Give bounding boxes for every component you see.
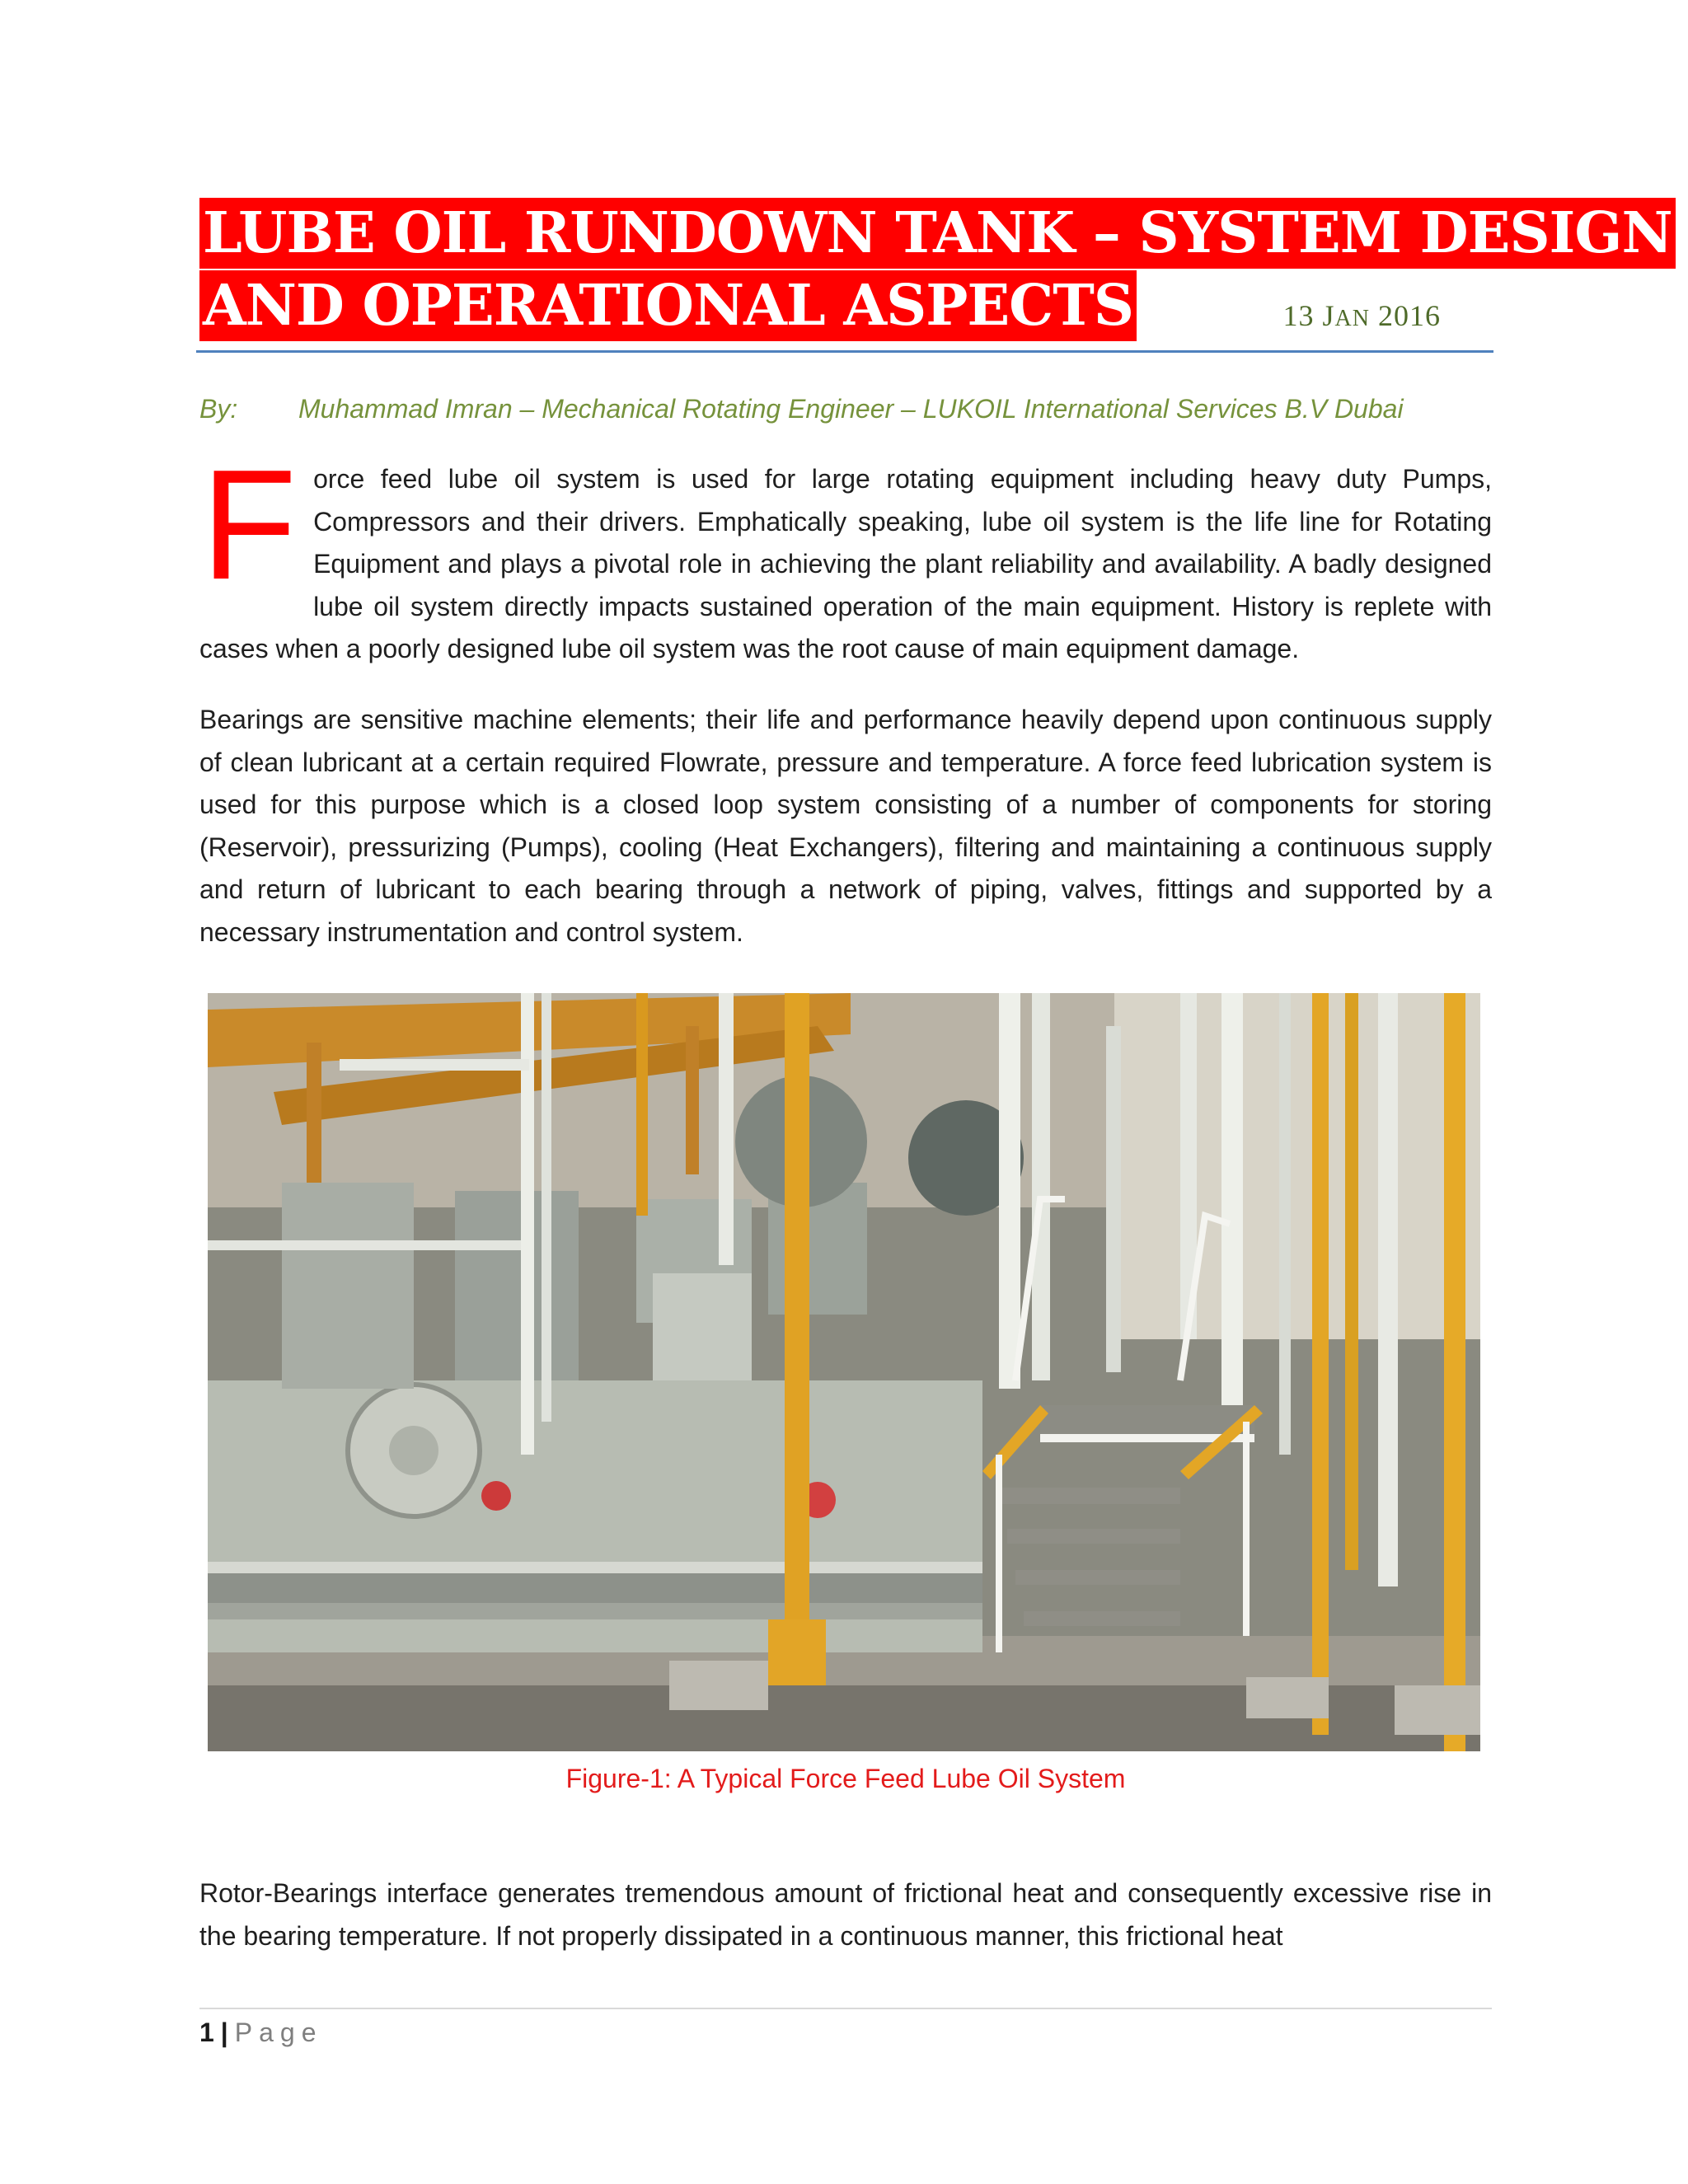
- drop-cap: F: [201, 438, 298, 612]
- date-month-rest: AN: [1334, 306, 1370, 331]
- document-title-line-1: LUBE OIL RUNDOWN TANK – SYSTEM DESIGN: [199, 198, 1676, 269]
- figure-lube-oil-system-photo: [208, 993, 1480, 1751]
- paragraph-bearings: Bearings are sensitive machine elements; their life and performance heavily depend upon continuous supply of clean lubricant at a certain required Flowrate, pressure and temperature. A force feed lubrication system is used for this purpose which is a closed loop system consisting of a number of components for storing (Reservoir), pressurizing (Pumps), cooling (Heat Exchangers), filtering and maintaining a continuous supply and return of lubricant to each bearing through a network of piping, valves, fittings and supported by a necessary instrumentation and control system.: [199, 705, 1492, 947]
- footer-rule: [199, 2008, 1492, 2009]
- footer-separator: |: [220, 2018, 228, 2047]
- page-number: 1: [199, 2018, 214, 2047]
- byline: [199, 394, 1404, 424]
- document-date: [1283, 298, 1441, 333]
- byline-label: By:: [199, 394, 238, 424]
- date-year: 2016: [1370, 299, 1441, 332]
- figure-caption: Figure-1: A Typical Force Feed Lube Oil System: [565, 1764, 1126, 1793]
- document-title-line-2: AND OPERATIONAL ASPECTS: [199, 270, 1137, 341]
- byline-author: Muhammad Imran – Mechanical Rotating Engineer – LUKOIL International Services B.V Dubai: [298, 394, 1404, 424]
- paragraph-rotor-bearings: Rotor-Bearings interface generates tremendous amount of frictional heat and consequently excessive rise in the bearing temperature. If not properly dissipated in a continuous manner, this frictional heat: [199, 1878, 1492, 1951]
- date-day: 13 J: [1282, 299, 1335, 332]
- page-footer: [199, 2018, 322, 2048]
- title-underline-rule: [196, 350, 1493, 353]
- page-label: Page: [234, 2018, 323, 2047]
- paragraph-intro: [199, 438, 1492, 671]
- document-page: [199, 0, 1672, 2184]
- paragraph-intro-text: orce feed lube oil system is used for large rotating equipment including heavy duty Pumps, Compressors and their drivers. Emphatically speaking, lube oil system is the life line for Rotating Equipment and plays a pivotal role in achieving the plant reliability and availability. A badly designed lube oil system directly impacts sustained operation of the main equipment. History is replete with cases when a poorly designed lube oil system was the root cause of main equipment damage.: [199, 464, 1492, 663]
